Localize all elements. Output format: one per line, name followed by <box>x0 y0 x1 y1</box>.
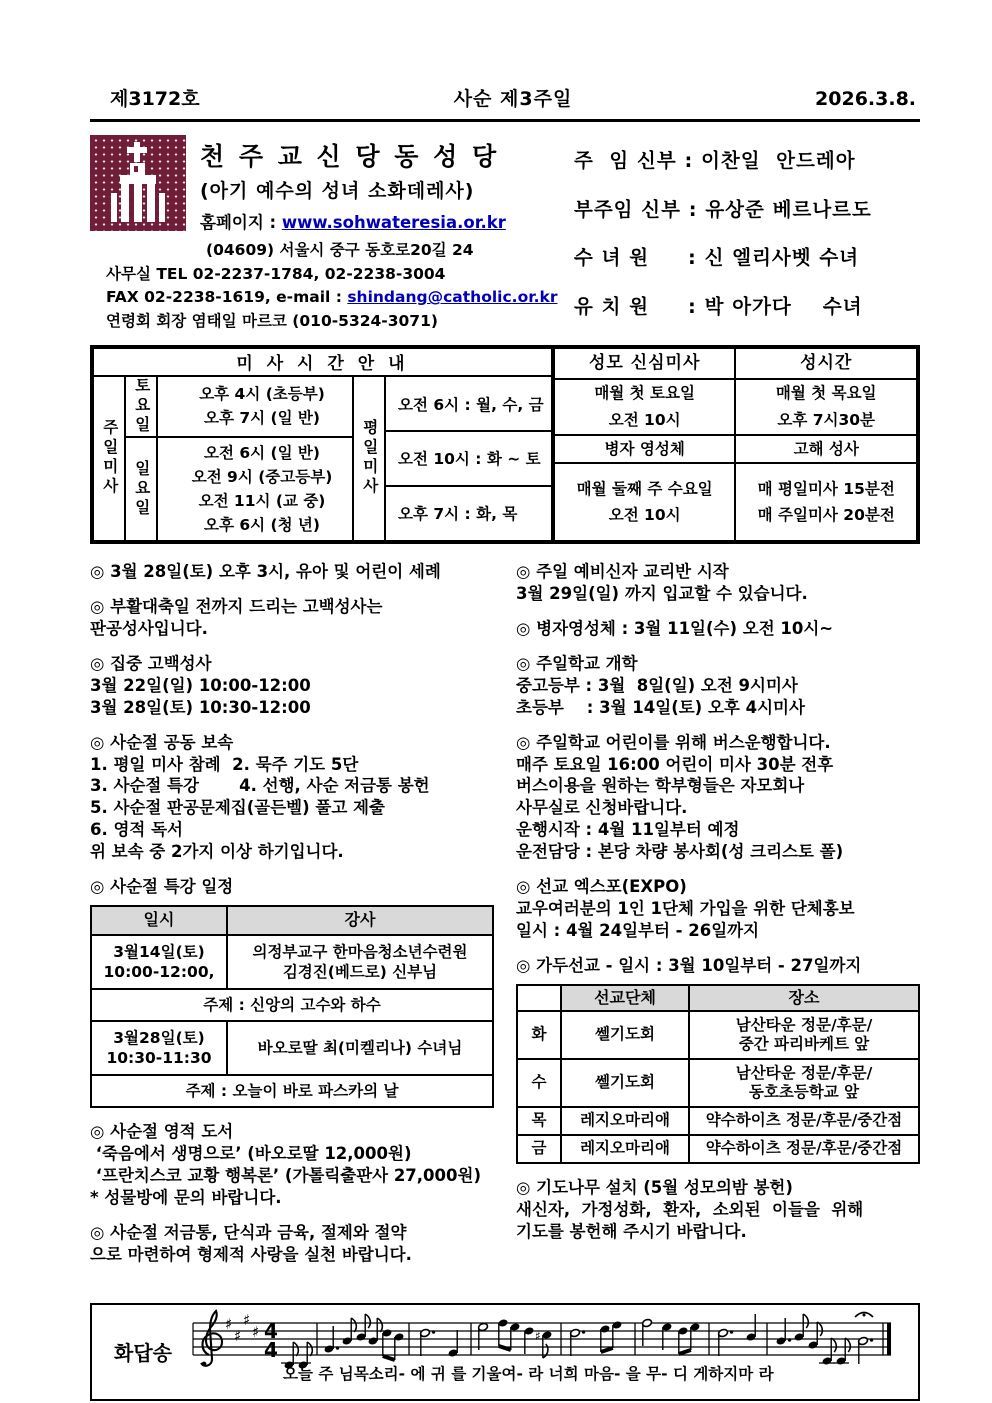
left-column <box>90 561 494 1279</box>
notice-piggy-bank: ◎ 사순절 저금통, 단식과 금육, 절제와 절약 으로 마련하여 형제적 사랑을 실천 바랍니다. <box>90 1222 412 1264</box>
homepage-label: 홈페이지 : <box>200 213 282 232</box>
sick-communion-header: 병자 영성체 <box>554 435 736 463</box>
lecture-row2-date: 3월28일(토) 10:30-11:30 <box>91 1021 227 1075</box>
holy-hour-header: 성시간 <box>735 348 917 379</box>
right-column <box>516 561 920 1279</box>
responsorial-label: 화답송 <box>114 1341 172 1366</box>
notice-catechism: ◎ 주일 예비신자 교리반 시작 3월 29일(일) 까지 입교할 수 있습니다. <box>516 561 808 603</box>
church-dedication: (아기 예수의 성녀 소화데레사) <box>200 180 475 202</box>
lecture-topic2: 주제 : 오늘이 바로 파스카의 날 <box>91 1075 493 1107</box>
fax-label: FAX 02-2238-1619, e-mail : <box>106 288 348 307</box>
notice-confession: ◎ 부활대축일 전까지 드리는 고백성사는 판공성사입니다. <box>90 596 383 638</box>
table-row: 목 레지오마리애 약수하이츠 정문/후문/중간점 <box>517 1107 919 1135</box>
responsorial-psalm <box>90 1303 920 1401</box>
bulletin-date: 2026.3.8. <box>815 88 917 110</box>
marian-mass-header: 성모 신심미사 <box>554 348 736 379</box>
senior-association: 연령회 회장 염태일 마르코 (010-5324-3071) <box>106 311 438 330</box>
street-col-group: 선교단체 <box>561 985 689 1011</box>
treble-clef-icon <box>201 1311 222 1366</box>
table-row: 수 쎌기도회 남산타운 정문/후문/ 동호초등학교 앞 <box>517 1059 919 1107</box>
lecture-row1-date: 3월14일(토) 10:00-12:00, <box>91 935 227 989</box>
notice-expo: ◎ 선교 엑스포(EXPO) 교우여러분의 1인 1단체 가입을 위한 단체홍보 일시 : 4월 24일부터 - 26일까지 <box>516 877 855 941</box>
street-mission-table <box>516 984 920 1164</box>
time-signature-bottom: 4 <box>264 1337 278 1362</box>
lecture-row1-speaker: 의정부교구 한마음청소년수련원 김경진(베드로) 신부님 <box>227 935 493 989</box>
clergy-list <box>568 135 920 333</box>
time-signature-top: 4 <box>264 1318 278 1343</box>
notice-sick-communion: ◎ 병자영성체 : 3월 11일(수) 오전 10시~ <box>516 618 834 638</box>
church-info <box>90 135 920 333</box>
music-staff <box>180 1307 908 1397</box>
mass-table-header: 미 사 시 간 안 내 <box>93 348 552 376</box>
sharp-icon: ♯ <box>233 1326 242 1345</box>
confession-when: 매 평일미사 15분전 매 주일미사 20분전 <box>735 463 917 541</box>
notice-lecture-schedule <box>90 876 494 1108</box>
street-col-day <box>517 985 561 1011</box>
saturday-times: 오후 4시 (초등부) 오후 7시 (일 반) <box>157 376 353 437</box>
weekday-times: 오전 6시 : 월, 수, 금 오전 10시 : 화 ~ 토 오후 7시 : 화, 목 <box>386 377 551 539</box>
office-tel: 사무실 TEL 02-2237-1784, 02-2238-3004 <box>106 265 446 283</box>
saturday-label: 토요일 <box>132 376 151 436</box>
sharp-icon: ♯ <box>242 1310 251 1329</box>
table-row: 화 쎌기도회 남산타운 정문/후문/ 중간 파리바케트 앞 <box>517 1011 919 1059</box>
table-row: 금 레지오마리애 약수하이츠 정문/후문/중간점 <box>517 1135 919 1163</box>
weekday-mass-label: 평일미사 <box>360 419 379 498</box>
marian-mass-when: 매월 첫 토요일 오전 10시 <box>554 379 736 435</box>
sunday-label: 일요일 <box>132 459 151 519</box>
sick-communion-when: 매월 둘째 주 수요일 오전 10시 <box>554 463 736 541</box>
music-notes <box>281 1314 891 1370</box>
notice-sunday-school: ◎ 주일학교 개학 중고등부 : 3월 8일(일) 오전 9시미사 초등부 : 3월 14일(토) 오후 4시미사 <box>516 653 805 717</box>
notice-intensive-confession: ◎ 집중 고백성사 3월 22일(일) 10:00-12:00 3월 28일(토) 10:30-12:00 <box>90 653 311 717</box>
assistant-pastor-line: 부주임 신부 : 유상준 베르나르도 <box>574 197 872 221</box>
convent-line: 수 녀 원 : 신 엘리사벳 수녀 <box>574 246 860 270</box>
lyrics: 오늘 주 님목소리- 에 귀 를 기울여- 라 너희 마음- 을 무- 디 게하지마 라 <box>282 1364 774 1383</box>
homepage-link[interactable]: www.sohwateresia.or.kr <box>281 213 506 232</box>
lecture-col-date: 일시 <box>91 906 227 935</box>
sharp-icon: ♯ <box>224 1314 233 1333</box>
notice-street-mission <box>516 955 920 1164</box>
lecture-heading: ◎ 사순절 특강 일정 <box>90 877 234 897</box>
mass-schedule-table <box>90 345 920 544</box>
street-col-place: 장소 <box>689 985 919 1011</box>
church-name: 천 주 교 신 당 동 성 당 <box>200 142 500 171</box>
holy-hour-when: 매월 첫 목요일 오후 7시30분 <box>735 379 917 435</box>
notice-prayer-tree: ◎ 기도나무 설치 (5월 성모의밤 봉헌) 새신자, 가정성화, 환자, 소외된 이들을 위해 기도를 봉헌해 주시기 바랍니다. <box>516 1177 864 1241</box>
lecture-row2-speaker: 바오로딸 최(미켈리나) 수녀님 <box>227 1021 493 1075</box>
page-title: 사순 제3주일 <box>453 88 573 110</box>
lecture-table <box>90 905 494 1108</box>
street-mission-heading: ◎ 가두선교 - 일시 : 3월 10일부터 - 27일까지 <box>516 956 862 976</box>
confession-header: 고해 성사 <box>735 435 917 463</box>
kindergarten-line: 유 치 원 : 박 아가다 수녀 <box>574 294 863 318</box>
issue-number: 제3172호 <box>110 88 200 110</box>
sunday-times: 오전 6시 (일 반) 오전 9시 (중고등부) 오전 11시 (교 중) 오후 6시 (청 년) <box>157 437 353 541</box>
email-link[interactable]: shindang@catholic.or.kr <box>347 288 558 307</box>
church-address: (04609) 서울시 중구 동호로20길 24 <box>206 241 474 259</box>
pastor-line: 주 임 신부 : 이찬일 안드레아 <box>574 149 856 172</box>
church-logo-icon <box>90 135 186 231</box>
lecture-col-speaker: 강사 <box>227 906 493 935</box>
notice-school-bus: ◎ 주일학교 어린이를 위해 버스운행합니다. 매주 토요일 16:00 어린이 미사 30분 전후 버스이용을 원하는 학부형들은 자모회나 사무실로 신청바랍니다. 운행시작 : 4월 11일부터 예정 운전담당 : 본당 차량 봉사회(성 크리스토 폴) <box>516 732 844 862</box>
sharp-icon: ♯ <box>251 1322 260 1341</box>
notice-spiritual-books: ◎ 사순절 영적 도서 ‘죽음에서 생명으로’ (바오로딸 12,000원) ‘프란치스코 교황 행복론’ (가톨릭출판사 27,000원) * 성물방에 문의 바랍니다. <box>90 1121 481 1207</box>
notice-lenten-penance: ◎ 사순절 공동 보속 1. 평일 미사 참례 2. 묵주 기도 5단 3. 사순절 특강 4. 선행, 사순 저금통 봉헌 5. 사순절 판공문제집(골든벨) 풀고 제출 6. 영적 독서 위 보속 중 2가지 이상 하기입니다. <box>90 732 430 862</box>
lecture-topic1: 주제 : 신앙의 고수와 하수 <box>91 989 493 1021</box>
masthead <box>90 84 920 122</box>
sunday-mass-label: 주일미사 <box>100 419 119 498</box>
svg-text:♯: ♯ <box>534 1328 541 1343</box>
notice-baptism: ◎ 3월 28일(토) 오후 3시, 유아 및 어린이 세례 <box>90 561 441 581</box>
